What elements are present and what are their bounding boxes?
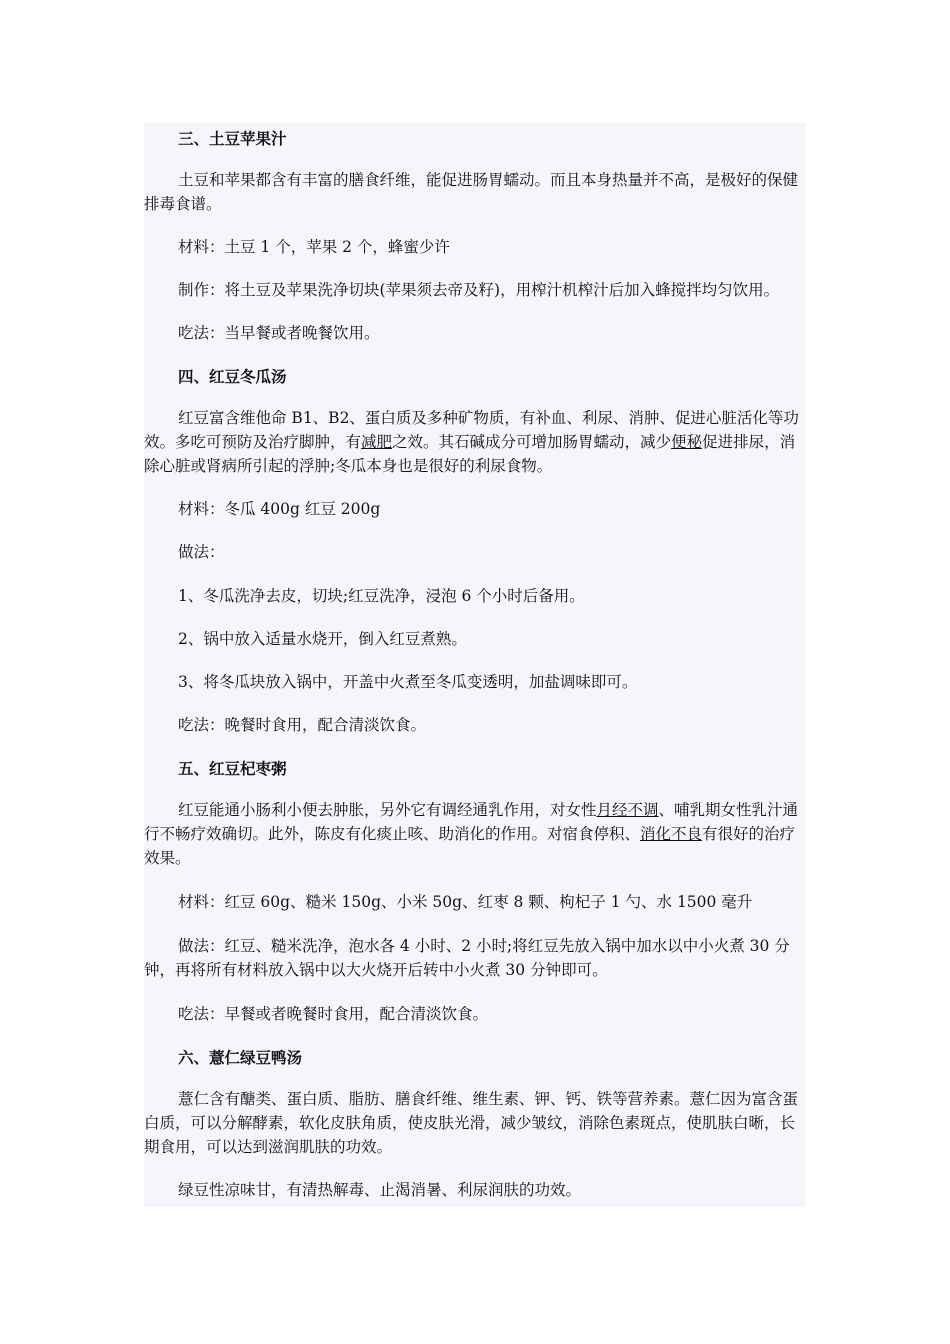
step-item: 1、冬瓜洗净去皮，切块;红豆洗净，浸泡 6 个小时后备用。: [178, 587, 585, 605]
link-constipation[interactable]: 便秘: [671, 433, 703, 451]
section-title-red-bean-winter-melon-soup: 四、红豆冬瓜汤: [178, 367, 287, 386]
materials-text: 材料：土豆 1 个，苹果 2 个，蜂蜜少许: [178, 238, 450, 256]
materials-text: 材料：红豆 60g、糙米 150g、小米 50g、红枣 8 颗、枸杞子 1 勺、水 1500 毫升: [178, 893, 753, 911]
step-item: 2、锅中放入适量水烧开，倒入红豆煮熟。: [178, 630, 467, 648]
eating-text: 吃法：当早餐或者晚餐饮用。: [178, 324, 380, 342]
section-title-red-bean-goji-date-porridge: 五、红豆杞枣粥: [178, 759, 287, 778]
section-intro: 红豆能通小肠利小便去肿胀，另外它有调经通乳作用，对女性月经不调、哺乳期女性乳汁通行不畅疗效确切。此外，陈皮有化痰止咳、助消化的作用。对宿食停积、消化不良有很好的治疗效果。: [144, 801, 799, 867]
method-text: 制作：将土豆及苹果洗净切块(苹果须去帝及籽)，用榨汁机榨汁后加入蜂搅拌均匀饮用。: [178, 281, 780, 299]
section-title-potato-apple-juice: 三、土豆苹果汁: [178, 129, 287, 148]
mung-bean-text: 绿豆性凉味甘，有清热解毒、止渴消暑、利尿润肤的功效。: [178, 1181, 582, 1199]
eating-text: 吃法：晚餐时食用，配合清淡饮食。: [178, 716, 427, 734]
section-intro: 红豆富含维他命 B1、B2、蛋白质及多种矿物质，有补血、利尿、消肿、促进心脏活化等功效。多吃可预防及治疗脚肿，有减肥之效。其石碱成分可增加肠胃蠕动，减少便秘促进排尿，消除心脏或肾病所引起的浮肿;冬瓜本身也是很好的利尿食物。: [144, 409, 799, 475]
document-page: [144, 123, 806, 1207]
section-intro: 薏仁含有醣类、蛋白质、脂肪、膳食纤维、维生素、钾、钙、铁等营养素。薏仁因为富含蛋白质，可以分解酵素，软化皮肤角质，使皮肤光滑，减少皱纹，消除色素斑点，使肌肤白晰，长期食用，可以达到滋润肌肤的功效。: [144, 1090, 799, 1156]
materials-text: 材料：冬瓜 400g 红豆 200g: [178, 500, 381, 518]
link-irregular-menstruation[interactable]: 月经不调: [596, 801, 659, 819]
method-text: 做法：红豆、糙米洗净，泡水各 4 小时、2 小时;将红豆先放入锅中加水以中小火煮 30 分钟，再将所有材料放入锅中以大火烧开后转中小火煮 30 分钟即可。: [144, 937, 790, 979]
eating-text: 吃法：早餐或者晚餐时食用，配合清淡饮食。: [178, 1005, 489, 1023]
link-weight-loss[interactable]: 减肥: [361, 433, 393, 451]
section-title-coix-mung-bean-duck-soup: 六、薏仁绿豆鸭汤: [178, 1048, 303, 1067]
section-intro: 土豆和苹果都含有丰富的膳食纤维，能促进肠胃蠕动。而且本身热量并不高，是极好的保健排毒食谱。: [144, 171, 799, 213]
step-item: 3、将冬瓜块放入锅中，开盖中火煮至冬瓜变透明，加盐调味即可。: [178, 673, 638, 691]
method-label: 做法：: [178, 543, 225, 561]
link-indigestion[interactable]: 消化不良: [640, 825, 703, 843]
